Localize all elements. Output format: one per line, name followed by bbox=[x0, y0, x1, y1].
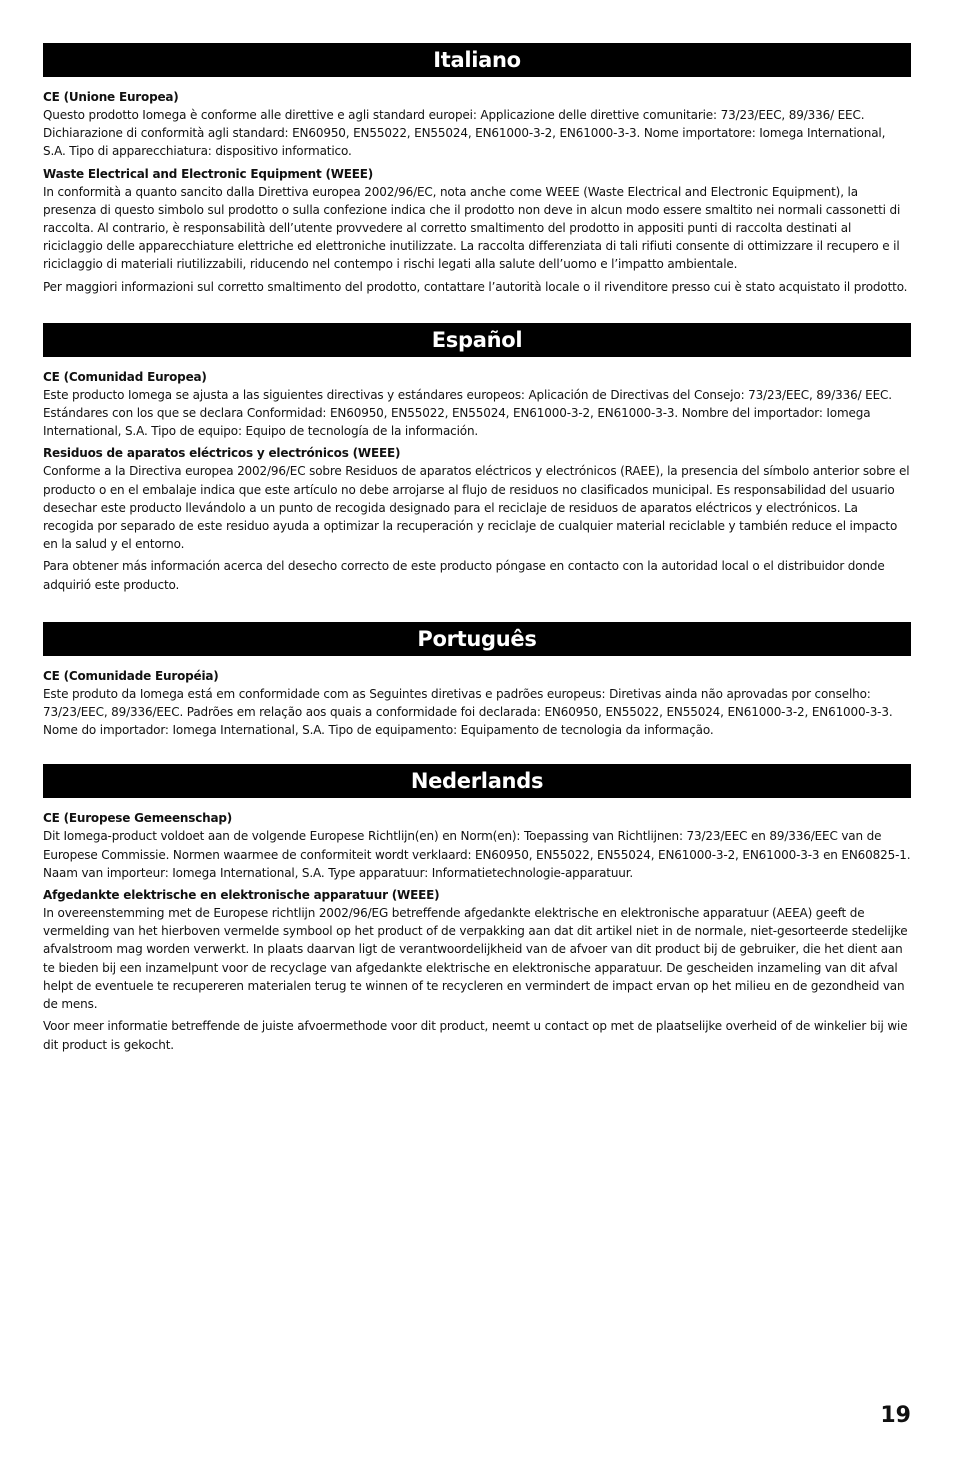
section-espanol bbox=[43, 323, 911, 594]
weee-text-espanol: Conforme a la Directiva europea 2002/96/EC sobre Residuos de aparatos eléctricos y electrónicos (RAEE), la presencia del símbolo anterior sobre el producto o en el embalaje indica que este artículo no debe arrojarse al flujo de residuos no clasificados municipal. Es responsabilidad del usuario desechar este producto llevándolo a un punto de recogida designado para el reciclaje de residuos de aparatos eléctricos y electrónicos. La recogida por separado de este residuo ayuda a optimizar la recuperación y reciclaje de cualquier material reciclable y también reduce el impacto en la salud y el entorno. bbox=[43, 464, 910, 552]
section-body-italiano bbox=[43, 77, 911, 296]
weee-heading-nederlands: Afgedankte elektrische en elektronische apparatuur (WEEE) bbox=[43, 888, 440, 903]
ce-heading-nederlands: CE (Europese Gemeenschap) bbox=[43, 811, 233, 826]
ce-heading-espanol: CE (Comunidad Europea) bbox=[43, 369, 207, 384]
section-nederlands bbox=[43, 764, 911, 1053]
section-spacer bbox=[43, 598, 911, 622]
section-italiano bbox=[43, 43, 911, 296]
section-title-italiano: Italiano bbox=[43, 43, 911, 77]
info-text-nederlands: Voor meer informatie betreffende de juiste afvoermethode voor dit product, neemt u contact op met de plaatselijke overheid of de winkelier bij wie dit product is gekocht. bbox=[43, 1019, 908, 1052]
section-spacer bbox=[43, 743, 911, 764]
page-number: 19 bbox=[880, 1403, 911, 1428]
ce-text-portugues: Este produto da Iomega está em conformidade com as Seguintes diretivas e padrões europeus: Diretivas ainda não aprovadas por conselho: 73/23/EEC, 89/336/EEC. Padrões em relação aos quais a conformidade foi declarada: EN60950, EN55022, EN55024, EN61000-3-2, EN61000-3-3. Nome do importador: Iomega International, S.A. Tipo de equipamento: Equipamento de tecnologia da informação. bbox=[43, 686, 893, 738]
ce-text-nederlands: Dit Iomega-product voldoet aan de volgende Europese Richtlijn(en) en Norm(en): Toepassing van Richtlijnen: 73/23/EEC en 89/336/EEC van de Europese Commissie. Normen waarmee de conformiteit wordt verklaard: EN60950, EN55022, EN55024, EN61000-3-2, EN61000-3-3 en EN60825-1. Naam van importeur: Iomega International, S.A. Type apparatuur: Informatietechnologie-apparatuur. bbox=[43, 829, 911, 880]
weee-heading-espanol: Residuos de aparatos eléctricos y electrónicos (WEEE) bbox=[43, 446, 401, 461]
ce-text-espanol: Este producto Iomega se ajusta a las siguientes directivas y estándares europeos: Aplicación de Directivas del Consejo: 73/23/EEC, 89/336/ EEC. Estándares con los que se declara Conformidad: EN60950, EN55022, EN55024, EN61000-3-2, EN61000-3-3. Nombre del importador: Iomega International, S.A. Tipo de equipo: Equipo de tecnología de la información. bbox=[43, 387, 892, 439]
ce-heading-portugues: CE (Comunidade Européia) bbox=[43, 668, 219, 683]
section-body-portugues bbox=[43, 656, 911, 740]
weee-heading-italiano: Waste Electrical and Electronic Equipment (WEEE) bbox=[43, 166, 374, 181]
section-body-nederlands bbox=[43, 798, 911, 1053]
weee-text-nederlands: In overeenstemming met de Europese richtlijn 2002/96/EG betreffende afgedankte elektrische en elektronische apparatuur (AEEA) geeft de vermelding van het hierboven vermelde symbool op het product of de verpakking aan dat dit artikel niet in de normale, niet-gesorteerde stedelijke afvalstroom mag worden verwerkt. In plaats daarvan ligt de verantwoordelijkheid van de afvoer van dit product bij de gebruiker, die het dient aan te bieden bij een inzamelpunt voor de recyclage van afgedankte elektrische en elektronische apparatuur. De gescheiden inzameling van dit afval helpt de eventuele te recupereren materialen terug te winnen of te recycleren en vermindert de impact ervan op het milieu en de gezondheid van de mens. bbox=[43, 906, 908, 1012]
info-text-espanol: Para obtener más información acerca del desecho correcto de este producto póngase en contacto con la autoridad local o el distribuidor donde adquirió este producto. bbox=[43, 559, 885, 592]
info-text-italiano: Per maggiori informazioni sul corretto smaltimento del prodotto, contattare l’autorità locale o il rivenditore presso cui è stato acquistato il prodotto. bbox=[43, 279, 908, 294]
weee-text-italiano: In conformità a quanto sancito dalla Direttiva europea 2002/96/EC, nota anche come WEEE (Waste Electrical and Electronic Equipment), la presenza di questo simbolo sul prodotto o sulla confezione indica che il prodotto non deve in alcun modo essere smaltito nei normali cassonetti di raccolta. Al contrario, è responsabilità dell’utente provvedere al corretto smaltimento del prodotto in appositi punti di raccolta destinati al riciclaggio delle apparecchiature elettriche ed elettroniche inutilizzate. La raccolta differenziata di tali rifiuti consente di ottimizzare il recupero e il riciclaggio di materiali riutilizzabili, riducendo nel contempo i rischi legati alla salute dell’uomo e l’impatto ambientale. bbox=[43, 184, 901, 272]
section-portugues bbox=[43, 622, 911, 740]
section-body-espanol bbox=[43, 357, 911, 594]
section-spacer bbox=[43, 300, 911, 323]
document-page bbox=[43, 43, 911, 1058]
section-title-portugues: Português bbox=[43, 622, 911, 656]
section-title-nederlands: Nederlands bbox=[43, 764, 911, 798]
ce-text-italiano: Questo prodotto Iomega è conforme alle direttive e agli standard europei: Applicazione delle direttive comunitarie: 73/23/EEC, 89/336/ EEC. Dichiarazione di conformità agli standard: EN60950, EN55022, EN55024, EN61000-3-2, EN61000-3-3. Nome importatore: Iomega International, S.A. Tipo di apparecchiatura: dispositivo informatico. bbox=[43, 108, 886, 159]
ce-heading-italiano: CE (Unione Europea) bbox=[43, 90, 179, 104]
section-title-espanol: Español bbox=[43, 323, 911, 357]
